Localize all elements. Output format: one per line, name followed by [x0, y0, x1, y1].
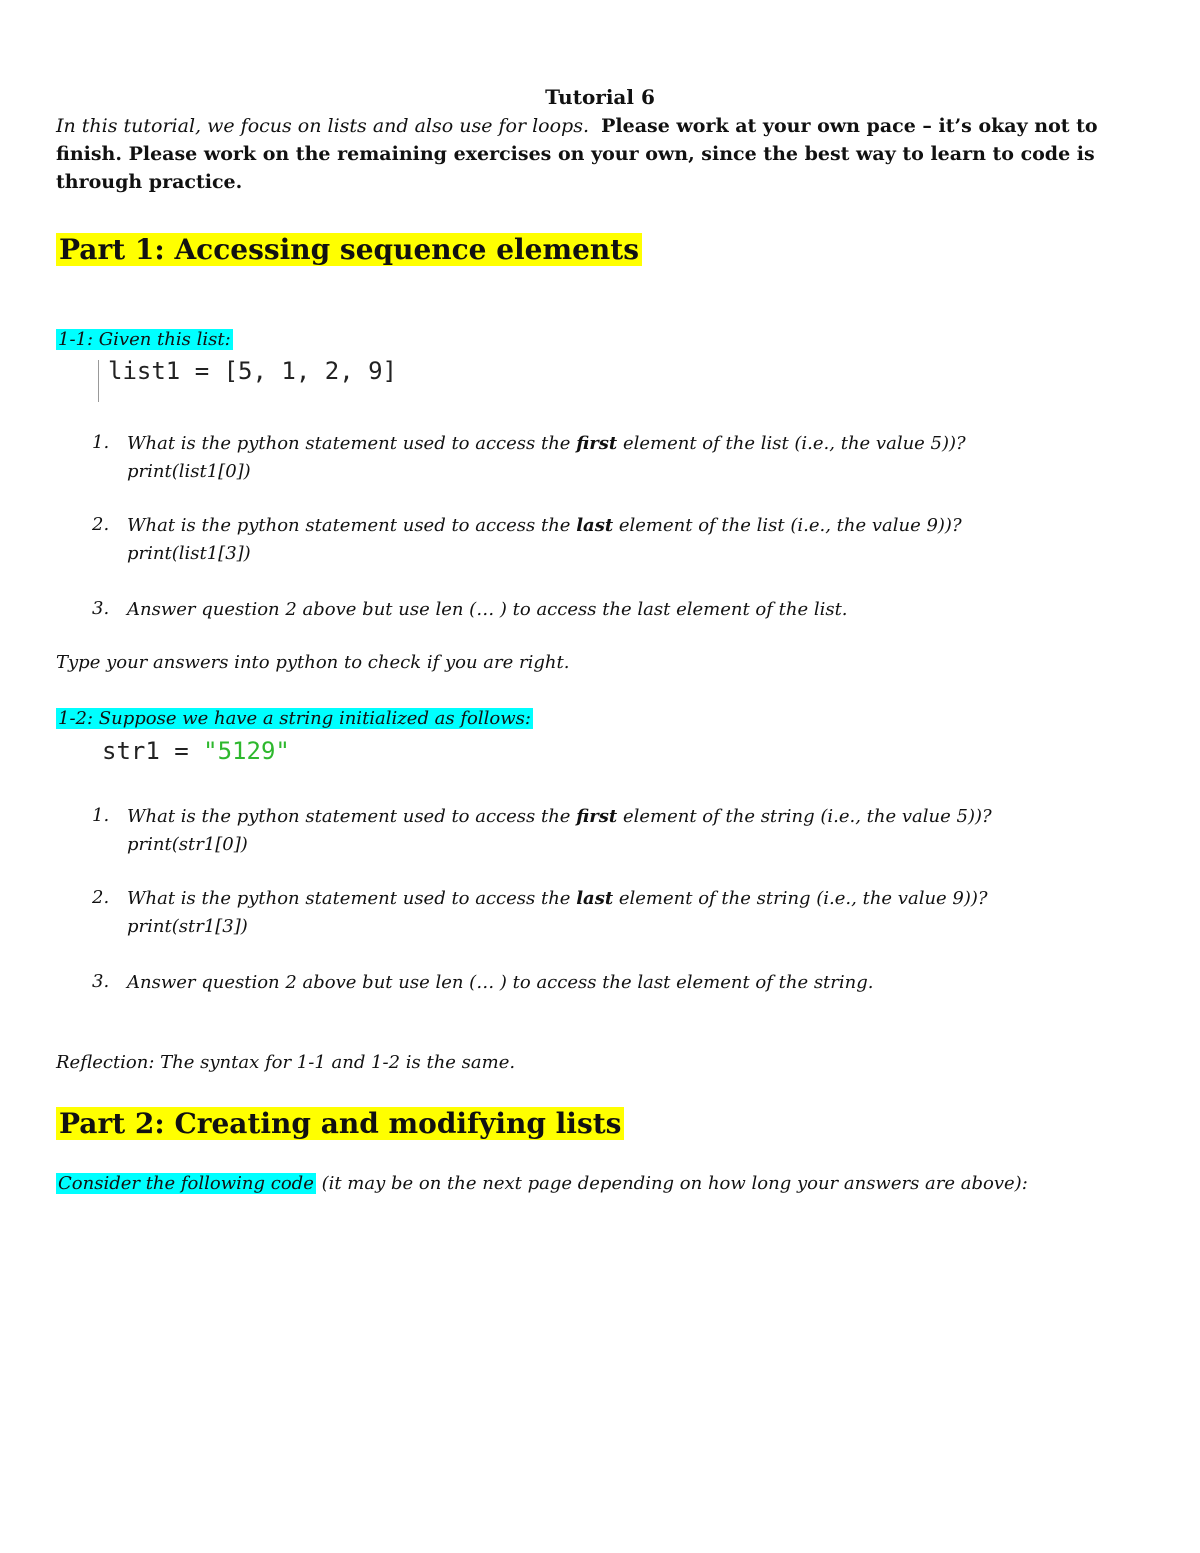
ex1-q2-number: 2. [92, 514, 110, 535]
ex2-q3-number: 3. [92, 971, 110, 992]
document-title: Tutorial 6 [545, 85, 655, 109]
ex2-q1 [127, 803, 992, 831]
ex1-q2-text-a: What is the python statement used to access the [127, 515, 577, 536]
ex2-label-wrap [56, 707, 533, 731]
part1-heading-wrap [56, 231, 642, 269]
ex2-q2-answer: print(str1[3]) [127, 916, 248, 937]
ex1-q2-bold: last [576, 515, 614, 536]
ex2-q3: Answer question 2 above but use len (… ) to access the last element of the string. [127, 972, 874, 993]
ex2-q2 [127, 885, 988, 913]
ex2-code [102, 737, 290, 765]
ex1-q2-text-b: element of the list (i.e., the value 9))? [613, 515, 962, 536]
ex1-label: 1-1: Given this list: [58, 329, 231, 350]
ex1-q2 [127, 512, 962, 540]
ex1-code: list1 = [5, 1, 2, 9] [108, 357, 397, 385]
ex1-q1-bold: first [576, 433, 618, 454]
ex1-q1-text-a: What is the python statement used to access the [127, 433, 577, 454]
ex2-q1-text-a: What is the python statement used to access the [127, 806, 577, 827]
ex2-q1-number: 1. [92, 805, 110, 826]
ex2-q2-text-a: What is the python statement used to access the [127, 888, 577, 909]
ex2-code-string: "5129" [203, 737, 290, 765]
ex2-code-var: str1 = [102, 737, 204, 765]
ex1-q3-number: 3. [92, 598, 110, 619]
ex2-q1-bold: first [576, 806, 618, 827]
part2-heading-wrap [56, 1105, 624, 1143]
ex2-label: 1-2: Suppose we have a string initialized as follows: [58, 708, 531, 729]
ex1-q3: Answer question 2 above but use len (… ) to access the last element of the list. [127, 599, 848, 620]
reflection: Reflection: The syntax for 1-1 and 1-2 is the same. [56, 1052, 516, 1073]
ex1-q1-answer: print(list1[0]) [127, 461, 251, 482]
ex1-q1 [127, 430, 966, 458]
ex1-label-wrap [56, 328, 233, 352]
part2-heading: Part 2: Creating and modifying lists [56, 1107, 624, 1140]
ex1-note: Type your answers into python to check if you are right. [56, 652, 570, 673]
ex1-q1-text-b: element of the list (i.e., the value 5))? [617, 433, 966, 454]
ex1-q2-answer: print(list1[3]) [127, 543, 251, 564]
code-cursor [98, 360, 99, 402]
part2-label: Consider the following code [58, 1173, 314, 1194]
ex2-q2-number: 2. [92, 887, 110, 908]
intro-bold: Please work at your own pace – it’s okay not to finish. Please work on the remaining exercises on your own, since the best way to learn to code is through practice. [56, 115, 1098, 193]
ex2-q1-text-b: element of the string (i.e., the value 5))? [617, 806, 992, 827]
part2-label-rest: (it may be on the next page depending on how long your answers are above): [315, 1173, 1028, 1194]
part1-heading: Part 1: Accessing sequence elements [56, 233, 642, 266]
ex2-q2-bold: last [576, 888, 614, 909]
part2-intro [56, 1172, 1028, 1196]
ex1-q1-number: 1. [92, 432, 110, 453]
ex2-q2-text-b: element of the string (i.e., the value 9))? [613, 888, 988, 909]
intro-italic: In this tutorial, we focus on lists and also use for loops. [56, 115, 590, 137]
ex2-q1-answer: print(str1[0]) [127, 834, 248, 855]
intro-paragraph [56, 112, 1146, 196]
